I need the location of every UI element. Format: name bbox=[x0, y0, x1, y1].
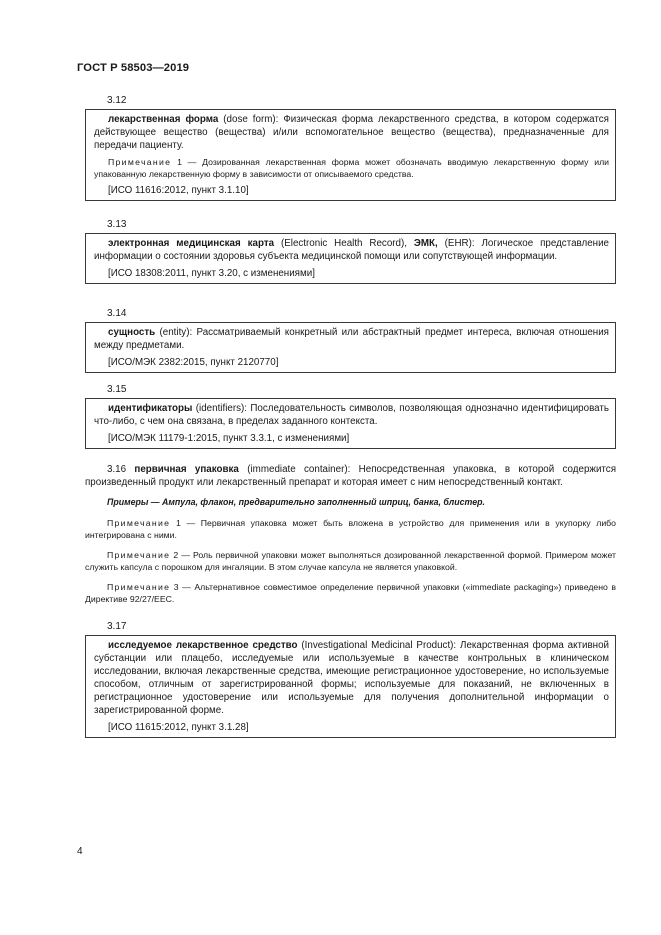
term-definition bbox=[94, 113, 609, 152]
term-name: первичная упаковка bbox=[134, 464, 239, 475]
term-reference: [ИСО 11615:2012, пункт 3.1.28] bbox=[108, 722, 249, 733]
document-header: ГОСТ Р 58503—2019 bbox=[77, 62, 190, 74]
term-definition bbox=[85, 463, 616, 489]
definition-text: (Electronic Health Record), bbox=[274, 238, 414, 249]
note-text: 1 — Дозированная лекарственная форма может обозначать вводимую лекарственную форму или упакованную лекарственную форму в зависимости от описываемого средства. bbox=[94, 157, 609, 179]
term-number-3-17: 3.17 bbox=[107, 621, 127, 632]
term-abbreviation: ЭМК, bbox=[413, 238, 438, 249]
term-reference: [ИСО/МЭК 2382:2015, пункт 2120770] bbox=[108, 357, 279, 368]
note-label: Примечание bbox=[107, 550, 171, 560]
note-label: Примечание bbox=[107, 582, 171, 592]
term-number-3-13: 3.13 bbox=[107, 219, 127, 230]
term-number-3-15: 3.15 bbox=[107, 384, 127, 395]
term-number: 3.16 bbox=[107, 464, 135, 475]
term-name: лекарственная форма bbox=[108, 114, 219, 125]
term-note bbox=[94, 156, 609, 180]
term-note bbox=[85, 581, 616, 605]
term-definition bbox=[94, 237, 609, 263]
note-label: Примечание bbox=[108, 157, 172, 167]
definition-text: (entity): Рассматриваемый конкретный или абстрактный предмет интереса, включая отношения между предметами. bbox=[94, 327, 609, 351]
term-number-3-14: 3.14 bbox=[107, 308, 127, 319]
term-note bbox=[85, 549, 616, 573]
term-definition bbox=[94, 326, 609, 352]
note-text: 3 — Альтернативное совместимое определение первичной упаковки («immediate packaging») приведено в Директиве 92/27/ЕЕС. bbox=[85, 582, 616, 604]
definition-text: (dose form): Физическая форма лекарственного средства, в котором содержатся действующее вещество (вещества) и/или вспомогательное вещество (вещества), предназначенные для передачи пациенту. bbox=[94, 114, 609, 151]
term-box-3-14 bbox=[85, 322, 616, 373]
definition-text: (Investigational Medicinal Product): Лекарственная форма активной субстанции или плацебо, исследуемые или используемые в качестве контрольных в клиническом исследовании, включая лекарственные средства, имеющие регистрационное удостоверение, но используемые способом, отличным от зарегистрированной формы; используемые для показаний, не включенных в регистрационное удостоверение или используемые для получения дополнительной информации о зарегистрированной форме. bbox=[94, 640, 609, 716]
term-name: исследуемое лекарственное средство bbox=[108, 640, 298, 651]
note-label: Примечание bbox=[107, 518, 171, 528]
definition-text: (immediate container): Непосредственная упаковка, в которой содержится произведенный продукт или лекарственный препарат и которая имеет с ним непосредственный контакт. bbox=[85, 464, 616, 488]
term-reference: [ИСО 18308:2011, пункт 3.20, с изменениями] bbox=[108, 268, 315, 279]
term-name: сущность bbox=[108, 327, 156, 338]
term-reference: [ИСО/МЭК 11179-1:2015, пункт 3.3.1, с изменениями] bbox=[108, 433, 350, 444]
term-name: электронная медицинская карта bbox=[108, 238, 275, 249]
note-text: 2 — Роль первичной упаковки может выполняться дозированной лекарственной формой. Примером может служить капсула с порошком для ингаляции. В этом случае капсула не является упаковкой. bbox=[85, 550, 616, 572]
term-name: идентификаторы bbox=[108, 403, 193, 414]
note-text: 1 — Первичная упаковка может быть вложена в устройство для применения или в укупорку либо интегрирована с ними. bbox=[85, 518, 616, 540]
term-entry-3-16 bbox=[85, 463, 616, 605]
definition-text: (identifiers): Последовательность символов, позволяющая однозначно идентифицировать что-либо, с чем она связана, в пределах заданного контекста. bbox=[94, 403, 609, 427]
term-definition bbox=[94, 639, 609, 717]
definition-text: (EHR): Логическое представление информации о состоянии здоровья субъекта медицинской помощи или сопутствующей информации. bbox=[94, 238, 609, 262]
term-note bbox=[85, 517, 616, 541]
term-box-3-15 bbox=[85, 398, 616, 449]
examples-text: Примеры — Ампула, флакон, предварительно заполненный шприц, банка, блистер. bbox=[107, 497, 485, 507]
term-box-3-12 bbox=[85, 109, 616, 201]
term-box-3-17 bbox=[85, 635, 616, 738]
term-reference: [ИСО 11616:2012, пункт 3.1.10] bbox=[108, 185, 249, 196]
page-number: 4 bbox=[77, 846, 83, 857]
term-definition bbox=[94, 402, 609, 428]
term-box-3-13 bbox=[85, 233, 616, 284]
term-number-3-12: 3.12 bbox=[107, 95, 127, 106]
